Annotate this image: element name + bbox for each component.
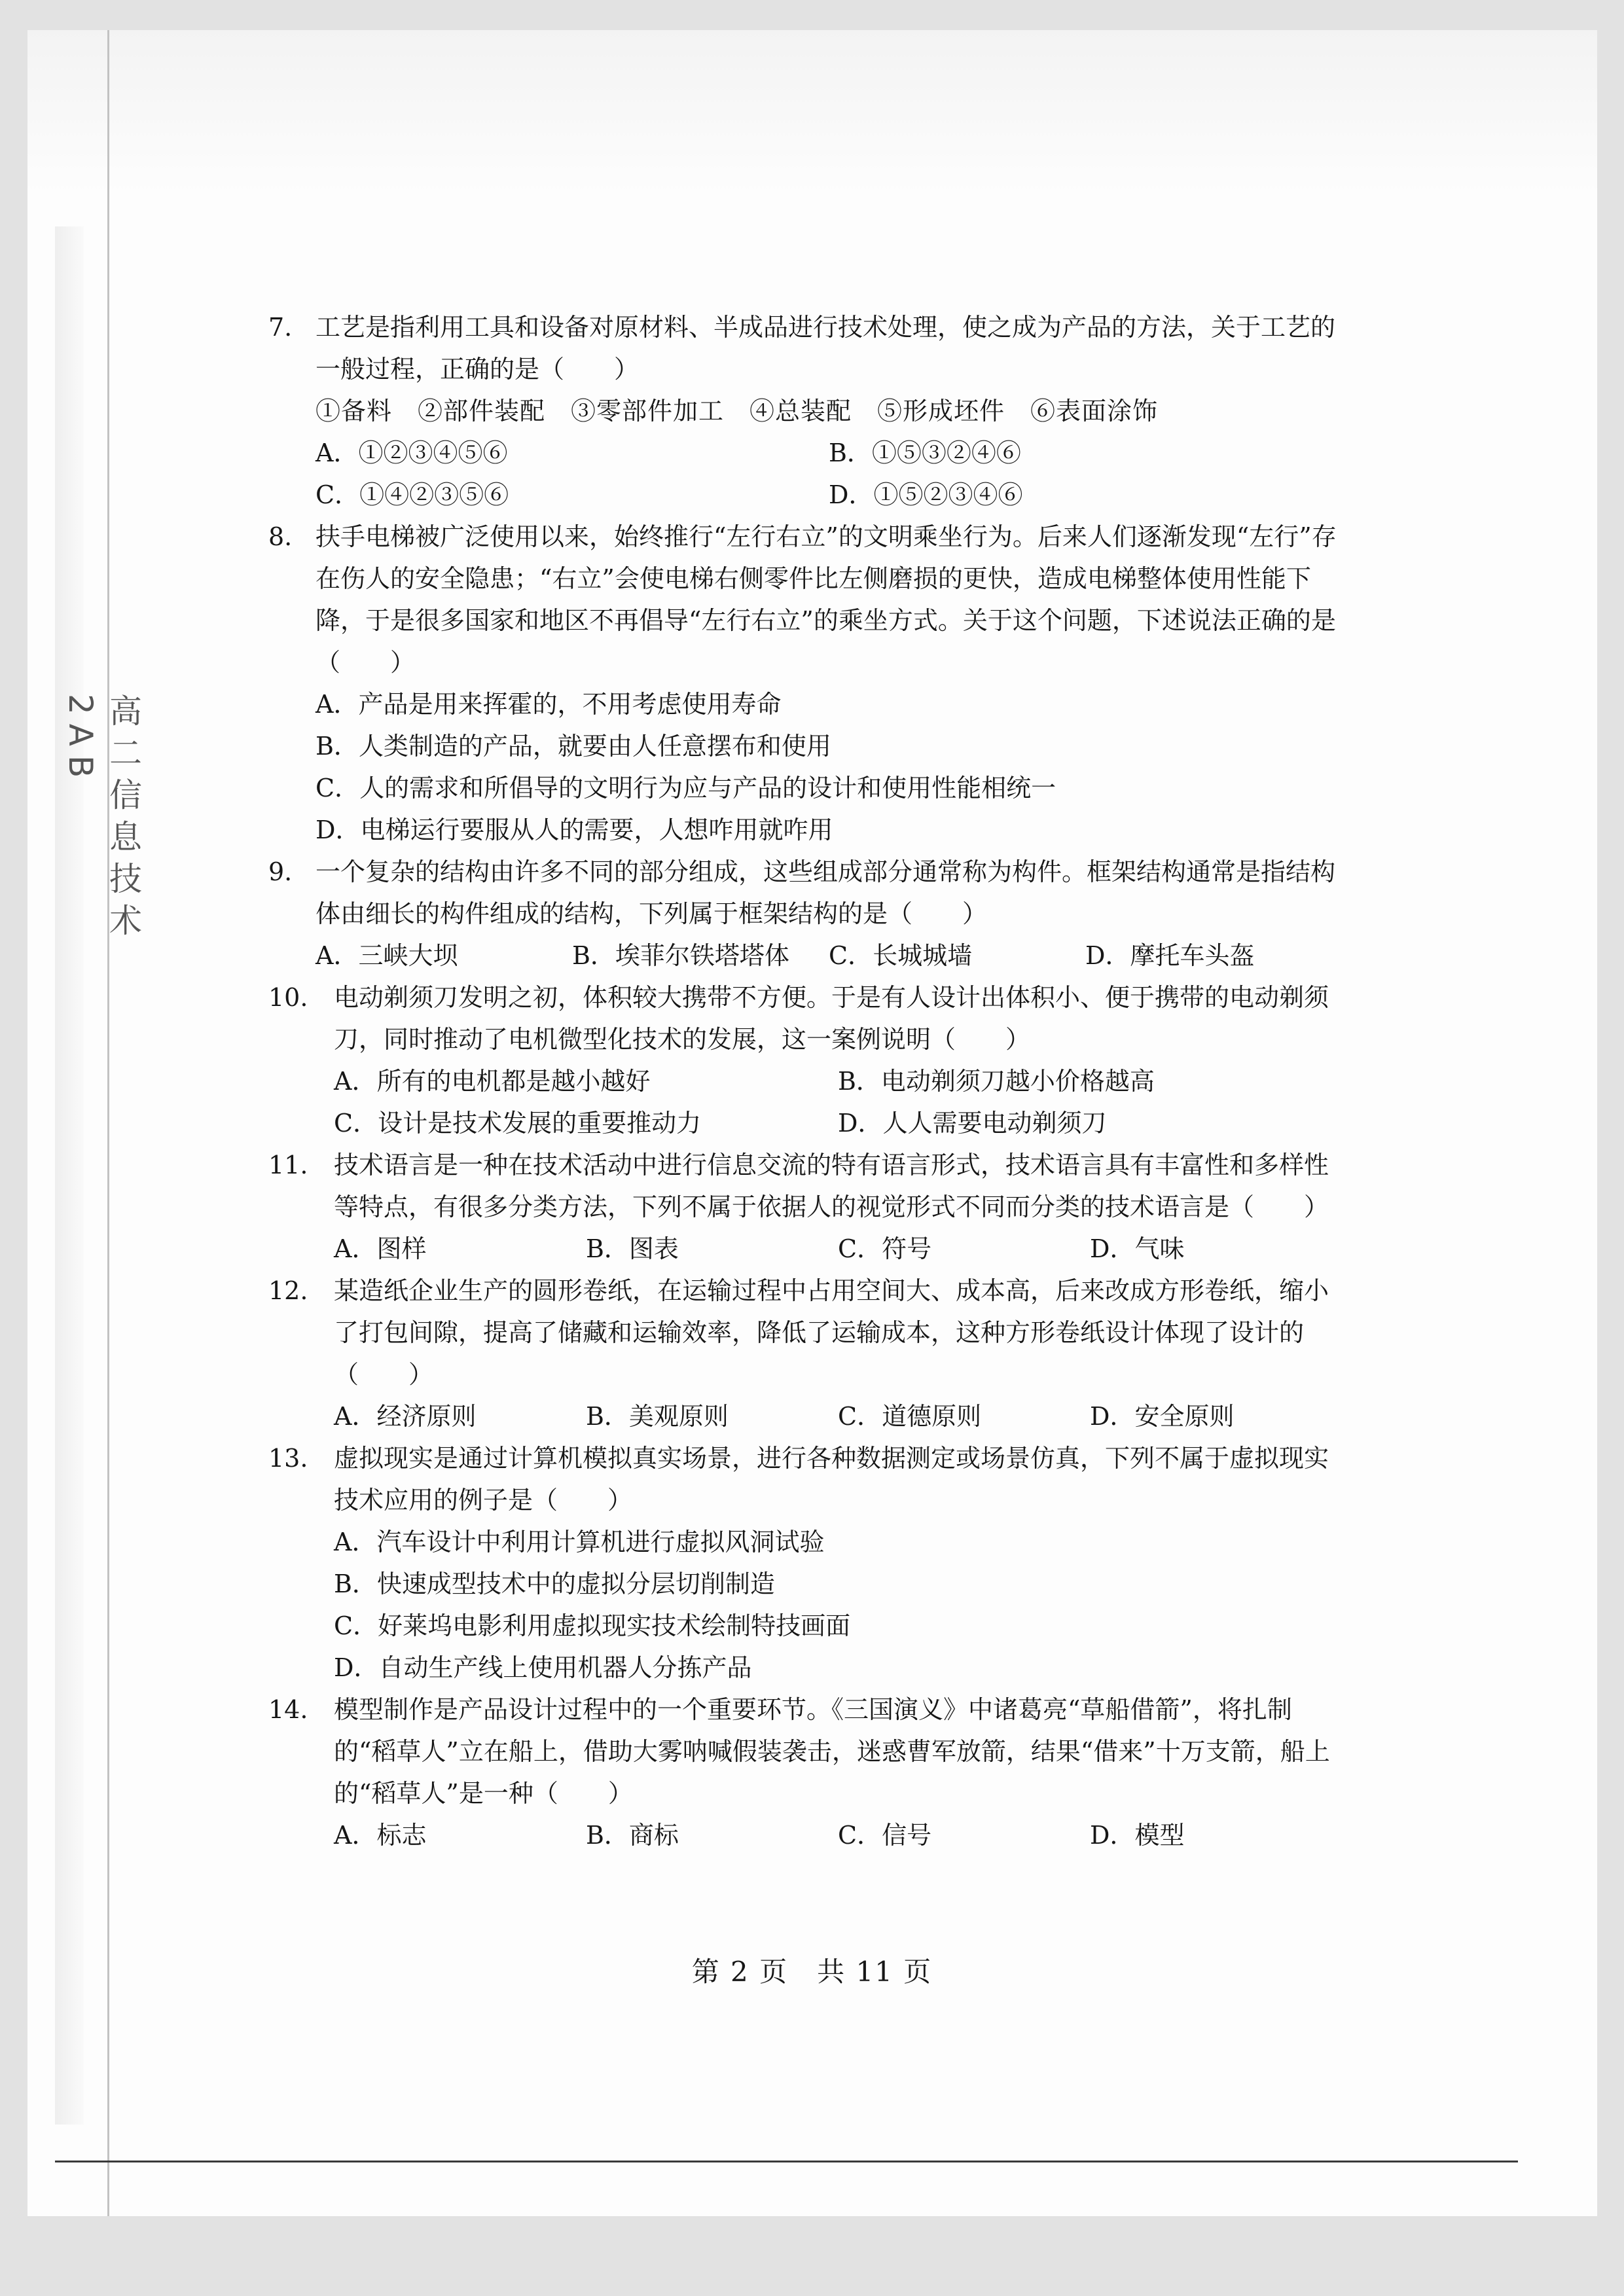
question-text: 一个复杂的结构由许多不同的部分组成，这些组成部分通常称为构件。框架结构通常是指结构体由细长的构件组成的结构，下列属于框架结构的是（ ） — [316, 857, 1336, 928]
answer-option-d: D．自动生产线上使用机器人分拣产品 — [334, 1653, 752, 1682]
answer-option-a: A．产品是用来挥霍的，不用考虑使用寿命 — [316, 690, 782, 719]
question-8 — [268, 516, 1342, 851]
question-9 — [268, 851, 1342, 977]
page-footer: 第 2 页 共 11 页 — [691, 1956, 933, 1988]
answer-option-c: C．人的需求和所倡导的文明行为应与产品的设计和使用性能相统一 — [316, 774, 1056, 802]
answer-option-d: D．电梯运行要服从人的需要，人想咋用就咋用 — [316, 816, 833, 844]
question-text: 电动剃须刀发明之初，体积较大携带不方便。于是有人设计出体积小、便于携带的电动剃须刀，同时推动了电机微型化技术的发展，这一案例说明（ ） — [334, 983, 1329, 1054]
answer-option-a: A．所有的电机都是越小越好 — [334, 1067, 651, 1096]
answer-option-a: A．①②③④⑤⑥ — [316, 439, 508, 467]
question-text: 虚拟现实是通过计算机模拟真实场景，进行各种数据测定或场景仿真，下列不属于虚拟现实技术应用的例子是（ ） — [334, 1444, 1329, 1515]
answer-option-b: B．埃菲尔铁塔塔体 — [572, 941, 789, 970]
binding-fold-line — [107, 30, 109, 2216]
answer-option-a: A．汽车设计中利用计算机进行虚拟风洞试验 — [334, 1528, 825, 1556]
answer-option-d: D．①⑤②③④⑥ — [829, 480, 1023, 509]
question-number: 7. — [268, 313, 293, 342]
question-stem — [268, 851, 1342, 935]
answer-option-c: C．道德原则 — [838, 1402, 982, 1431]
answer-option-c: C．好莱坞电影利用虚拟现实技术绘制特技画面 — [334, 1611, 851, 1640]
answer-option-d: D．人人需要电动剃须刀 — [838, 1109, 1107, 1138]
scan-bottom-edge — [55, 2161, 1518, 2162]
question-number: 10. — [268, 983, 308, 1012]
answer-option-c: C．设计是技术发展的重要推动力 — [334, 1109, 702, 1138]
question-stem — [268, 306, 1342, 390]
answer-option-c: C．符号 — [838, 1234, 932, 1263]
question-stem — [268, 977, 1342, 1060]
answer-options — [268, 1814, 1342, 1856]
answer-option-b: B．①⑤③②④⑥ — [829, 439, 1021, 467]
question-13 — [268, 1437, 1342, 1689]
question-12 — [268, 1270, 1342, 1437]
answer-options — [268, 935, 1342, 977]
question-text: 扶手电梯被广泛使用以来，始终推行“左行右立”的文明乘坐行为。后来人们逐渐发现“左行”存在伤人的安全隐患；“右立”会使电梯右侧零件比左侧磨损的更快，造成电梯整体使用性能下降，于是很多国家和地区不再倡导“左行右立”的乘坐方式。关于这个问题，下述说法正确的是（ ） — [316, 522, 1337, 677]
question-number: 9. — [268, 857, 293, 886]
answer-option-a: A．标志 — [334, 1821, 427, 1850]
answer-option-d: D．摩托车头盔 — [1085, 941, 1255, 970]
question-text: 某造纸企业生产的圆形卷纸，在运输过程中占用空间大、成本高，后来改成方形卷纸，缩小了打包间隙，提高了储藏和运输效率，降低了运输成本，这种方形卷纸设计体现了设计的（ ） — [334, 1276, 1329, 1389]
answer-option-c: C．长城城墙 — [829, 941, 973, 970]
question-items: ①备料 ②部件装配 ③零部件加工 ④总装配 ⑤形成坯件 ⑥表面涂饰 — [316, 397, 1159, 425]
answer-option-b: B．快速成型技术中的虚拟分层切削制造 — [334, 1570, 775, 1598]
question-list — [268, 306, 1342, 1856]
answer-option-a: A．经济原则 — [334, 1402, 477, 1431]
binding-edge — [55, 226, 84, 2125]
answer-option-b: B．图表 — [586, 1234, 679, 1263]
answer-option-a: A．图样 — [334, 1234, 427, 1263]
answer-option-b: B．电动剃须刀越小价格越高 — [838, 1067, 1155, 1096]
question-number: 13. — [268, 1444, 308, 1473]
answer-options — [268, 1060, 1342, 1144]
answer-options — [268, 683, 1342, 851]
answer-options — [268, 1228, 1342, 1270]
answer-option-c: C．信号 — [838, 1821, 932, 1850]
question-7 — [268, 306, 1342, 516]
answer-option-a: A．三峡大坝 — [316, 941, 458, 970]
question-number: 12. — [268, 1276, 308, 1305]
scan-top-shade — [27, 30, 1597, 194]
answer-option-b: B．人类制造的产品，就要由人任意摆布和使用 — [316, 732, 831, 761]
question-text: 模型制作是产品设计过程中的一个重要环节。《三国演义》中诸葛亮“草船借箭”，将扎制的“稻草人”立在船上，借助大雾呐喊假装袭击，迷惑曹军放箭，结果“借来”十万支箭，船上的“稻草人”是一种（ ） — [334, 1695, 1330, 1808]
question-10 — [268, 977, 1342, 1144]
answer-options — [268, 432, 1342, 516]
answer-option-d: D．模型 — [1090, 1821, 1185, 1850]
question-stem — [268, 1270, 1342, 1395]
answer-option-d: D．气味 — [1090, 1234, 1185, 1263]
question-stem — [268, 1144, 1342, 1228]
question-11 — [268, 1144, 1342, 1270]
answer-options — [268, 1395, 1342, 1437]
answer-options — [268, 1521, 1342, 1689]
question-stem — [268, 516, 1342, 683]
question-text: 技术语言是一种在技术活动中进行信息交流的特有语言形式，技术语言具有丰富性和多样性等特点，有很多分类方法，下列不属于依据人的视觉形式不同而分类的技术语言是（ ） — [334, 1151, 1329, 1221]
question-number: 14. — [268, 1695, 308, 1724]
answer-option-b: B．美观原则 — [586, 1402, 729, 1431]
question-number: 11. — [268, 1151, 308, 1179]
answer-option-d: D．安全原则 — [1090, 1402, 1235, 1431]
question-text: 工艺是指利用工具和设备对原材料、半成品进行技术处理，使之成为产品的方法，关于工艺的一般过程，正确的是（ ） — [316, 313, 1336, 384]
question-14 — [268, 1689, 1342, 1856]
answer-option-b: B．商标 — [586, 1821, 679, 1850]
question-number: 8. — [268, 522, 293, 551]
side-margin-note: 高二信息技术 2AB — [62, 694, 142, 945]
question-stem — [268, 1437, 1342, 1521]
answer-option-c: C．①④②③⑤⑥ — [316, 480, 509, 509]
question-stem — [268, 1689, 1342, 1814]
